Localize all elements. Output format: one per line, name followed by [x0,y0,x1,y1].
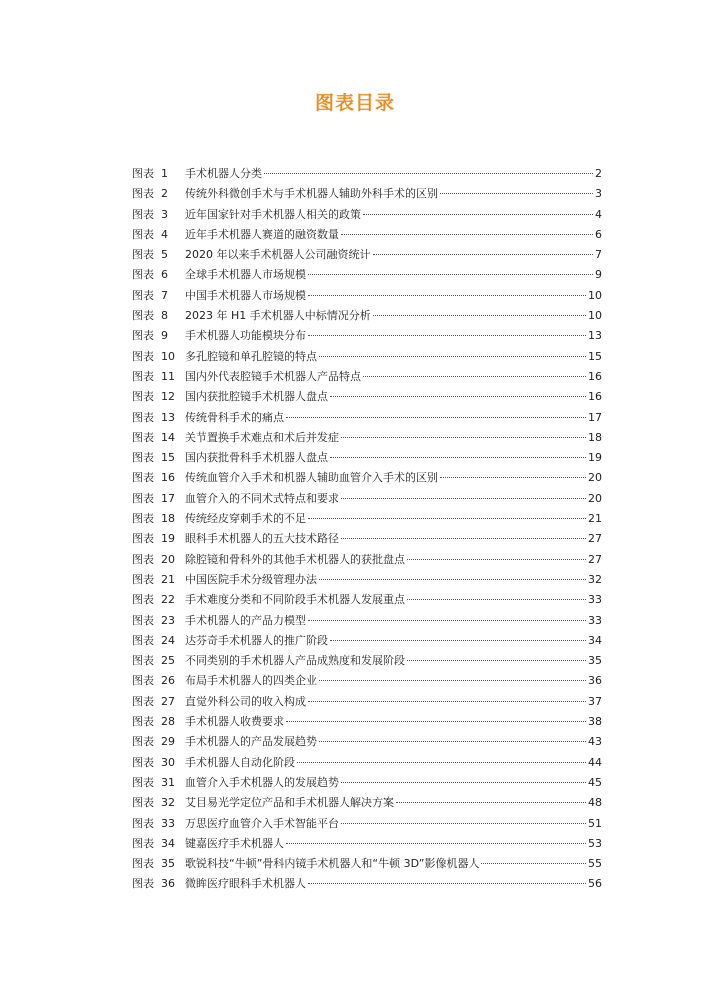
toc-entry-number: 22 [161,593,175,607]
toc-entry-page: 27 [588,532,602,546]
toc-entry-title: 艾目易光学定位产品和手术机器人解决方案 [185,796,394,810]
dot-leader [286,417,586,418]
toc-entry[interactable] [132,347,602,367]
toc-entry-title: 直觉外科公司的收入构成 [185,694,306,708]
toc-entry-page: 13 [588,329,602,343]
toc-entry[interactable] [132,834,602,854]
toc-entry-number: 14 [161,430,175,444]
toc-entry-page: 17 [588,410,602,424]
toc-entry-number: 20 [161,552,175,566]
toc-entry-page: 33 [588,593,602,607]
toc-entry[interactable] [132,550,602,570]
dot-leader [341,234,593,235]
toc-entry-prefix: 图表 [132,593,154,607]
toc-entry-title: 手术机器人自动化阶段 [185,755,295,769]
toc-entry-prefix: 图表 [132,187,154,201]
toc-entry-number: 30 [161,755,175,769]
toc-entry-title: 传统血管介入手术和机器人辅助血管介入手术的区别 [185,471,438,485]
dot-leader [330,457,586,458]
toc-entry[interactable] [132,205,602,225]
toc-entry-prefix: 图表 [132,390,154,404]
toc-entry-prefix: 图表 [132,613,154,627]
dot-leader [373,315,586,316]
toc-entry-page: 19 [588,451,602,465]
toc-entry-page: 44 [588,755,602,769]
toc-entry-number: 16 [161,471,175,485]
toc-entry-number: 9 [161,329,168,343]
toc-entry-number: 11 [161,369,175,383]
dot-leader [308,335,586,336]
toc-entry[interactable] [132,265,602,285]
toc-entry-page: 6 [595,227,602,241]
toc-entry[interactable] [132,631,602,651]
toc-entry-title: 血管介入手术机器人的发展趋势 [185,775,339,789]
toc-entry[interactable] [132,570,602,590]
toc-entry-prefix: 图表 [132,552,154,566]
toc-entry-prefix: 图表 [132,268,154,282]
toc-entry-number: 36 [161,877,175,891]
dot-leader [341,538,586,539]
toc-entry-prefix: 图表 [132,735,154,749]
dot-leader [308,701,586,702]
toc-entry-number: 29 [161,735,175,749]
toc-entry-page: 10 [588,309,602,323]
toc-entry-title: 手术机器人分类 [185,167,262,180]
toc-entry-page: 3 [595,187,602,201]
toc-entry-prefix: 图表 [132,410,154,424]
dot-leader [319,579,586,580]
dot-leader [440,193,593,194]
toc-entry-title: 手术机器人的产品力模型 [185,613,306,627]
toc-entry-title: 眼科手术机器人的五大技术路径 [185,532,339,546]
toc-entry-title: 微眸医疗眼科手术机器人 [185,877,306,891]
toc-entry-page: 32 [588,572,602,586]
toc-entry[interactable] [132,306,602,326]
toc-entry[interactable] [132,164,602,184]
toc-entry-prefix: 图表 [132,248,154,262]
toc-entry-page: 48 [588,796,602,810]
toc-entry[interactable] [132,489,602,509]
toc-entry-page: 43 [588,735,602,749]
dot-leader [297,762,586,763]
toc-entry-number: 10 [161,349,175,363]
toc-entry[interactable] [132,793,602,813]
toc-entry-prefix: 图表 [132,167,154,180]
dot-leader [286,843,586,844]
toc-entry-number: 21 [161,572,175,586]
toc-entry[interactable] [132,286,602,306]
toc-entry-title: 手术机器人功能模块分布 [185,329,306,343]
toc-entry-prefix: 图表 [132,227,154,241]
toc-entry[interactable] [132,428,602,448]
toc-entry-prefix: 图表 [132,491,154,505]
toc-entry-prefix: 图表 [132,654,154,668]
toc-entry-number: 28 [161,715,175,729]
toc-entry-title: 歌锐科技“牛顿”骨科内镜手术机器人和“牛顿 3D”影像机器人 [185,857,480,871]
toc-entry-prefix: 图表 [132,694,154,708]
toc-entry-page: 16 [588,369,602,383]
toc-entry-page: 2 [595,167,602,180]
toc-entry-page: 38 [588,715,602,729]
toc-entry-number: 1 [161,167,168,180]
toc-entry[interactable] [132,692,602,712]
toc-entry[interactable] [132,854,602,874]
toc-entry-title: 键嘉医疗手术机器人 [185,836,284,850]
toc-entry-number: 35 [161,857,175,871]
toc-entry-page: 18 [588,430,602,444]
toc-entry-title: 传统骨科手术的痛点 [185,410,284,424]
toc-entry[interactable] [132,468,602,488]
toc-entry-title: 近年手术机器人赛道的融资数量 [185,227,339,241]
toc-entry-page: 20 [588,491,602,505]
dot-leader [373,254,594,255]
toc-entry-page: 56 [588,877,602,891]
toc-entry[interactable] [132,326,602,346]
toc-entry[interactable] [132,387,602,407]
dot-leader [330,640,586,641]
toc-entry-prefix: 图表 [132,836,154,850]
toc-entry-number: 6 [161,268,168,282]
toc-entry-prefix: 图表 [132,369,154,383]
toc-entry-title: 近年国家针对手术机器人相关的政策 [185,207,361,221]
toc-entry-prefix: 图表 [132,512,154,526]
toc-entry-prefix: 图表 [132,674,154,688]
dot-leader [407,559,586,560]
toc-entry-title: 万思医疗血管介入手术智能平台 [185,816,339,830]
dot-leader [319,356,586,357]
toc-entry-prefix: 图表 [132,816,154,830]
toc-entry-prefix: 图表 [132,451,154,465]
dot-leader [407,660,586,661]
toc-entry-number: 32 [161,796,175,810]
toc-entry-title: 中国医院手术分级管理办法 [185,572,317,586]
toc-entry-title: 手术机器人的产品发展趋势 [185,735,317,749]
toc-entry-number: 7 [161,288,168,302]
toc-entry-prefix: 图表 [132,755,154,769]
toc-entry-page: 45 [588,775,602,789]
toc-entry-number: 18 [161,512,175,526]
toc-entry[interactable] [132,245,602,265]
toc-entry-title: 手术机器人收费要求 [185,715,284,729]
toc-entry-number: 5 [161,248,168,262]
dot-leader [407,599,586,600]
toc-entry-prefix: 图表 [132,796,154,810]
dot-leader [396,802,586,803]
toc-entry[interactable] [132,225,602,245]
toc-entry-number: 17 [161,491,175,505]
dot-leader [341,782,586,783]
toc-entry-page: 34 [588,633,602,647]
toc-entry-prefix: 图表 [132,633,154,647]
toc-entry-title: 国内获批腔镜手术机器人盘点 [185,390,328,404]
toc-entry-number: 31 [161,775,175,789]
table-of-figures [132,164,602,895]
dot-leader [330,396,586,397]
toc-entry-title: 多孔腔镜和单孔腔镜的特点 [185,349,317,363]
toc-entry-prefix: 图表 [132,715,154,729]
dot-leader [341,437,586,438]
toc-entry-number: 15 [161,451,175,465]
toc-entry-prefix: 图表 [132,430,154,444]
toc-entry[interactable] [132,874,602,894]
toc-entry-number: 25 [161,654,175,668]
toc-entry-prefix: 图表 [132,288,154,302]
dot-leader [286,721,586,722]
toc-entry-title: 除腔镜和骨科外的其他手术机器人的获批盘点 [185,552,405,566]
toc-entry-title: 2020 年以来手术机器人公司融资统计 [185,248,371,262]
toc-entry-number: 19 [161,532,175,546]
dot-leader [264,173,593,174]
dot-leader [319,741,586,742]
toc-entry-page: 36 [588,674,602,688]
dot-leader [481,863,586,864]
dot-leader [440,477,586,478]
toc-entry-number: 4 [161,227,168,241]
toc-entry[interactable] [132,184,602,204]
toc-entry-prefix: 图表 [132,572,154,586]
toc-entry[interactable] [132,773,602,793]
dot-leader [308,883,586,884]
toc-entry-title: 手术难度分类和不同阶段手术机器人发展重点 [185,593,405,607]
dot-leader [363,376,586,377]
toc-entry[interactable] [132,651,602,671]
toc-entry-page: 27 [588,552,602,566]
toc-entry[interactable] [132,753,602,773]
toc-entry-page: 7 [595,248,602,262]
toc-entry-title: 全球手术机器人市场规模 [185,268,306,282]
toc-entry-page: 16 [588,390,602,404]
toc-entry-number: 26 [161,674,175,688]
toc-entry-page: 10 [588,288,602,302]
dot-leader [319,680,586,681]
toc-entry-prefix: 图表 [132,207,154,221]
toc-entry[interactable] [132,814,602,834]
toc-entry[interactable] [132,529,602,549]
toc-entry-number: 13 [161,410,175,424]
toc-entry[interactable] [132,408,602,428]
toc-entry[interactable] [132,448,602,468]
toc-entry-number: 12 [161,390,175,404]
toc-entry-prefix: 图表 [132,349,154,363]
toc-entry-title: 布局手术机器人的四类企业 [185,674,317,688]
toc-entry-title: 血管介入的不同术式特点和要求 [185,491,339,505]
toc-entry-prefix: 图表 [132,877,154,891]
dot-leader [363,214,593,215]
toc-entry[interactable] [132,671,602,691]
toc-entry-number: 33 [161,816,175,830]
toc-entry-page: 15 [588,349,602,363]
toc-entry-page: 4 [595,207,602,221]
toc-entry-title: 中国手术机器人市场规模 [185,288,306,302]
toc-entry[interactable] [132,611,602,631]
dot-leader [308,295,586,296]
toc-entry-title: 国内外代表腔镜手术机器人产品特点 [185,369,361,383]
toc-entry-title: 不同类别的手术机器人产品成熟度和发展阶段 [185,654,405,668]
toc-entry-title: 传统外科微创手术与手术机器人辅助外科手术的区别 [185,187,438,201]
toc-entry-page: 51 [588,816,602,830]
toc-entry-prefix: 图表 [132,775,154,789]
toc-entry-prefix: 图表 [132,309,154,323]
toc-entry[interactable] [132,367,602,387]
toc-entry-title: 达芬奇手术机器人的推广阶段 [185,633,328,647]
dot-leader [308,274,593,275]
toc-entry-page: 37 [588,694,602,708]
toc-entry-number: 34 [161,836,175,850]
toc-entry-number: 3 [161,207,168,221]
toc-entry-page: 53 [588,836,602,850]
dot-leader [341,498,586,499]
toc-entry-prefix: 图表 [132,857,154,871]
toc-entry-page: 21 [588,512,602,526]
toc-entry-prefix: 图表 [132,471,154,485]
toc-entry-number: 23 [161,613,175,627]
page-title: 图表目录 [314,92,395,114]
toc-entry[interactable] [132,509,602,529]
toc-entry-number: 2 [161,187,168,201]
toc-entry-title: 传统经皮穿刺手术的不足 [185,512,306,526]
toc-entry-page: 35 [588,654,602,668]
toc-entry-page: 33 [588,613,602,627]
toc-entry-number: 24 [161,633,175,647]
toc-entry-title: 国内获批骨科手术机器人盘点 [185,451,328,465]
toc-entry-title: 2023 年 H1 手术机器人中标情况分析 [185,309,371,323]
toc-entry[interactable] [132,590,602,610]
toc-entry-prefix: 图表 [132,329,154,343]
dot-leader [308,620,586,621]
toc-entry-number: 27 [161,694,175,708]
toc-entry-page: 55 [588,857,602,871]
toc-entry-number: 8 [161,309,168,323]
toc-entry-title: 关节置换手术难点和术后并发症 [185,430,339,444]
dot-leader [341,823,586,824]
dot-leader [308,518,586,519]
toc-entry-page: 20 [588,471,602,485]
toc-entry-page: 9 [595,268,602,282]
toc-entry[interactable] [132,732,602,752]
toc-entry[interactable] [132,712,602,732]
toc-entry-prefix: 图表 [132,532,154,546]
